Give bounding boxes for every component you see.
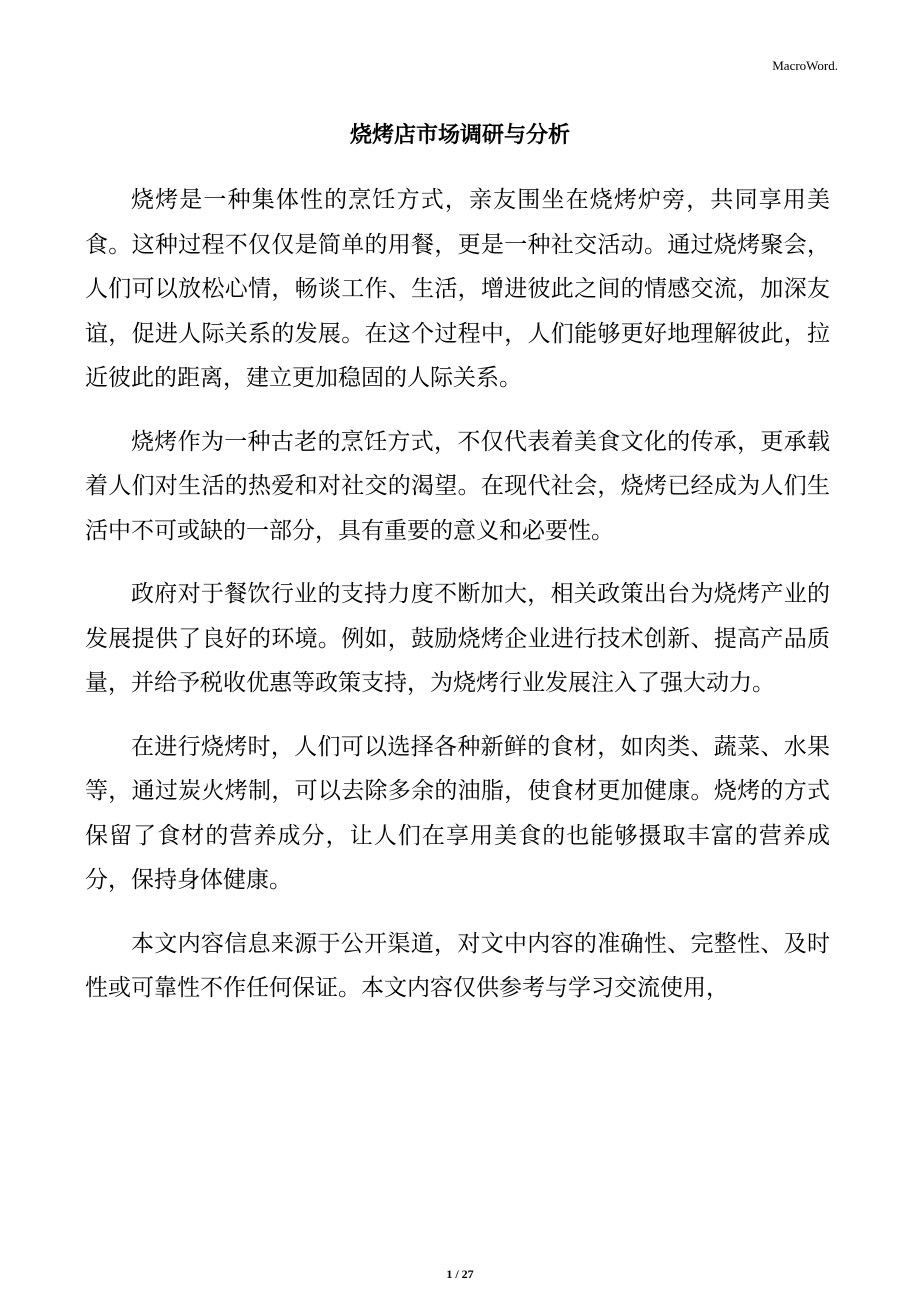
header-brand: MacroWord.: [772, 58, 838, 73]
paragraph-5: 本文内容信息来源于公开渠道，对文中内容的准确性、完整性、及时性或可靠性不作任何保证。本文内容仅供参考与学习交流使用，: [85, 930, 830, 1001]
paragraph-2: 烧烤作为一种古老的烹饪方式，不仅代表着美食文化的传承，更承载着人们对生活的热爱和对社交的渴望。在现代社会，烧烤已经成为人们生活中不可或缺的一部分，具有重要的意义和必要性。: [85, 428, 830, 544]
page-number: 1 / 27: [446, 1267, 474, 1281]
paragraph-1: 烧烤是一种集体性的烹饪方式，亲友围坐在烧烤炉旁，共同享用美食。这种过程不仅仅是简单的用餐，更是一种社交活动。通过烧烤聚会，人们可以放松心情，畅谈工作、生活，增进彼此之间的情感交流，加深友谊，促进人际关系的发展。在这个过程中，人们能够更好地理解彼此，拉近彼此的距离，建立更加稳固的人际关系。: [85, 187, 830, 391]
paragraph-4: 在进行烧烤时，人们可以选择各种新鲜的食材，如肉类、蔬菜、水果等，通过炭火烤制，可以去除多余的油脂，使食材更加健康。烧烤的方式保留了食材的营养成分，让人们在享用美食的也能够摄取丰富的营养成分，保持身体健康。: [85, 733, 830, 893]
paragraph-3: 政府对于餐饮行业的支持力度不断加大，相关政策出台为烧烤产业的发展提供了良好的环境。例如，鼓励烧烤企业进行技术创新、提高产品质量，并给予税收优惠等政策支持，为烧烤行业发展注入了强大动力。: [85, 581, 830, 696]
document-title: 烧烤店市场调研与分析: [349, 123, 570, 148]
document-body: [85, 178, 830, 1030]
